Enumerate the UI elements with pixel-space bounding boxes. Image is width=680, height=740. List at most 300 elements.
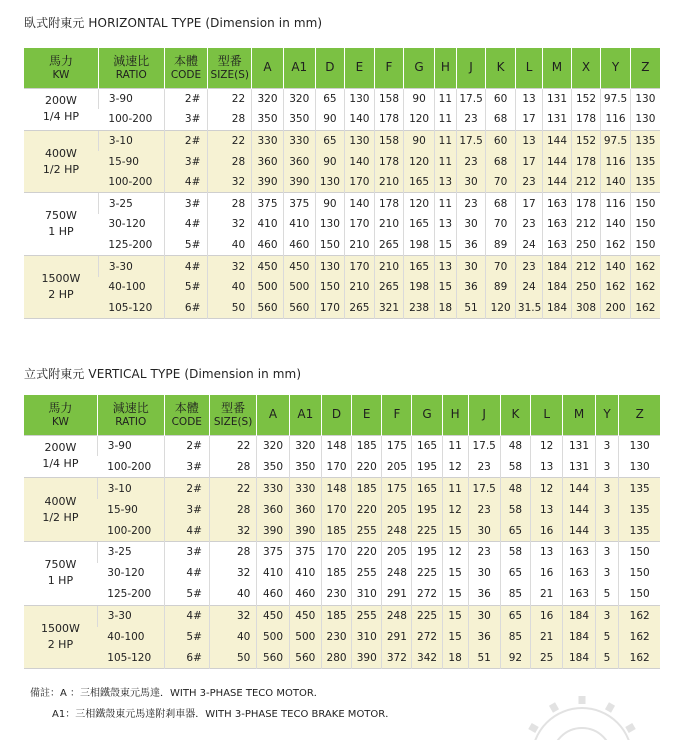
dimension-cell: 175 xyxy=(382,435,412,456)
column-header-label: L xyxy=(525,59,533,74)
dimension-cell: 150 xyxy=(619,541,660,562)
dimension-cell: 36 xyxy=(468,627,500,648)
dimension-cell: 24 xyxy=(515,277,542,298)
dimension-cell: 248 xyxy=(382,605,412,626)
column-header-label: E xyxy=(362,406,371,421)
power-kw: 400W xyxy=(44,494,77,508)
power-cell xyxy=(24,130,98,193)
column-header-label: Z xyxy=(635,406,644,421)
column-header-label: D xyxy=(331,406,342,421)
ratio-cell: 30-120 xyxy=(98,214,164,235)
dimension-cell: 3 xyxy=(595,541,619,562)
dimension-cell: 48 xyxy=(500,435,530,456)
column-header-sublabel: KW xyxy=(52,68,70,81)
size-cell: 28 xyxy=(209,541,256,562)
dimension-cell: 265 xyxy=(374,277,404,298)
dimension-cell: 140 xyxy=(345,193,375,214)
dimension-cell: 184 xyxy=(563,605,595,626)
table-header-row xyxy=(24,48,660,88)
dimension-cell: 272 xyxy=(412,584,442,605)
dimension-cell: 3 xyxy=(595,605,619,626)
dimension-cell: 65 xyxy=(315,88,345,109)
dimension-cell: 460 xyxy=(257,584,289,605)
dimension-cell: 120 xyxy=(404,151,435,172)
column-header-label: Y xyxy=(611,59,620,74)
dimension-cell: 23 xyxy=(468,456,500,477)
table-row xyxy=(24,172,660,193)
dimension-cell: 30 xyxy=(456,214,486,235)
dimension-cell: 330 xyxy=(289,478,321,499)
dimension-cell: 320 xyxy=(289,435,321,456)
dimension-cell: 170 xyxy=(315,297,345,318)
power-cell xyxy=(24,435,97,478)
dimension-cell: 265 xyxy=(345,297,375,318)
column-header xyxy=(252,48,284,88)
dimension-cell: 375 xyxy=(252,193,284,214)
dimension-cell: 560 xyxy=(283,297,315,318)
column-header xyxy=(164,395,209,435)
table-row xyxy=(24,520,660,541)
dimension-cell: 11 xyxy=(442,435,468,456)
dimension-cell: 170 xyxy=(321,456,351,477)
table-header-row xyxy=(24,395,660,435)
column-header-label: X xyxy=(581,59,591,74)
dimension-cell: 70 xyxy=(486,214,516,235)
dimension-cell: 15 xyxy=(434,235,456,256)
dimension-cell: 212 xyxy=(571,172,601,193)
column-header-label: M xyxy=(551,59,563,74)
ratio-cell: 100-200 xyxy=(98,109,164,130)
dimension-cell: 162 xyxy=(619,605,660,626)
column-header-label: 馬力 xyxy=(48,400,73,415)
dimension-cell: 390 xyxy=(289,520,321,541)
dimension-cell: 450 xyxy=(252,256,284,277)
dimension-cell: 17.5 xyxy=(468,478,500,499)
dimension-cell: 135 xyxy=(630,130,660,151)
power-kw: 750W xyxy=(44,558,77,572)
column-header-label: H xyxy=(450,406,460,421)
power-cell xyxy=(24,541,97,605)
code-cell: 3# xyxy=(164,193,208,214)
dimension-cell: 16 xyxy=(531,563,563,584)
dimension-cell: 130 xyxy=(619,456,660,477)
column-header-label: 減速比 xyxy=(112,400,149,415)
dimension-cell: 68 xyxy=(486,151,516,172)
column-header-label: A xyxy=(268,406,278,421)
dimension-cell: 130 xyxy=(315,214,345,235)
dimension-cell: 30 xyxy=(468,605,500,626)
dimension-cell: 170 xyxy=(321,499,351,520)
table-row xyxy=(24,297,660,318)
power-kw: 200W xyxy=(44,441,77,455)
column-header xyxy=(208,48,252,88)
code-cell: 6# xyxy=(164,297,208,318)
size-cell: 40 xyxy=(208,277,252,298)
dimension-cell: 70 xyxy=(486,256,516,277)
table-row xyxy=(24,435,660,456)
table-row xyxy=(24,277,660,298)
column-header-sublabel: SIZE(S) xyxy=(210,68,249,81)
code-cell: 5# xyxy=(164,235,208,256)
note-a1 xyxy=(30,704,395,725)
dimension-cell: 15 xyxy=(442,563,468,584)
dimension-cell: 15 xyxy=(442,520,468,541)
dimension-cell: 291 xyxy=(382,627,412,648)
dimension-cell: 13 xyxy=(515,88,542,109)
column-header-label: K xyxy=(496,59,505,74)
dimension-cell: 92 xyxy=(500,647,530,668)
dimension-cell: 135 xyxy=(619,478,660,499)
dimension-cell: 250 xyxy=(571,277,601,298)
dimension-cell: 24 xyxy=(515,235,542,256)
dimension-cell: 360 xyxy=(252,151,284,172)
dimension-cell: 225 xyxy=(412,563,442,584)
dimension-cell: 144 xyxy=(563,478,595,499)
ratio-cell: 3-90 xyxy=(97,435,164,456)
column-header-label: F xyxy=(393,406,401,421)
dimension-cell: 30 xyxy=(456,256,486,277)
dimension-cell: 150 xyxy=(315,277,345,298)
table-row xyxy=(24,563,660,584)
dimension-cell: 135 xyxy=(619,520,660,541)
code-cell: 5# xyxy=(164,277,208,298)
dimension-cell: 265 xyxy=(374,235,404,256)
size-cell: 28 xyxy=(208,109,252,130)
size-cell: 22 xyxy=(208,130,252,151)
dimension-cell: 248 xyxy=(382,563,412,584)
dimension-cell: 360 xyxy=(257,499,289,520)
ratio-cell: 3-30 xyxy=(98,256,164,277)
dimension-cell: 185 xyxy=(321,520,351,541)
dimension-cell: 23 xyxy=(456,193,486,214)
dimension-cell: 90 xyxy=(315,109,345,130)
size-cell: 32 xyxy=(208,214,252,235)
dimension-cell: 17 xyxy=(515,109,542,130)
dimension-cell: 175 xyxy=(382,478,412,499)
code-cell: 2# xyxy=(164,88,208,109)
dimension-cell: 162 xyxy=(601,277,631,298)
size-cell: 40 xyxy=(208,235,252,256)
dimension-cell: 58 xyxy=(500,541,530,562)
dimension-cell: 163 xyxy=(543,214,571,235)
dimension-cell: 238 xyxy=(404,297,435,318)
code-cell: 6# xyxy=(164,647,209,668)
code-cell: 2# xyxy=(164,478,209,499)
dimension-cell: 70 xyxy=(486,172,516,193)
dimension-cell: 120 xyxy=(404,109,435,130)
horizontal-type-title: 臥式附東元 HORIZONTAL TYPE (Dimension in mm) xyxy=(24,16,323,30)
column-header-label: 型番 xyxy=(217,53,242,68)
dimension-cell: 178 xyxy=(571,193,601,214)
ratio-cell: 105-120 xyxy=(98,297,164,318)
dimension-cell: 184 xyxy=(563,627,595,648)
dimension-cell: 205 xyxy=(382,541,412,562)
dimension-cell: 51 xyxy=(456,297,486,318)
dimension-cell: 272 xyxy=(412,627,442,648)
dimension-cell: 140 xyxy=(601,256,631,277)
code-cell: 2# xyxy=(164,130,208,151)
ratio-cell: 125-200 xyxy=(97,584,164,605)
table-row xyxy=(24,605,660,626)
dimension-cell: 162 xyxy=(630,277,660,298)
dimension-cell: 360 xyxy=(289,499,321,520)
column-header xyxy=(283,48,315,88)
column-header-label: E xyxy=(355,59,364,74)
ratio-cell: 3-25 xyxy=(98,193,164,214)
dimension-cell: 255 xyxy=(352,520,382,541)
dimension-cell: 13 xyxy=(531,456,563,477)
ratio-cell: 40-100 xyxy=(98,277,164,298)
code-cell: 3# xyxy=(164,499,209,520)
dimension-cell: 68 xyxy=(486,193,516,214)
size-cell: 32 xyxy=(209,563,256,584)
dimension-cell: 17.5 xyxy=(468,435,500,456)
column-header-sublabel: RATIO xyxy=(115,68,147,81)
dimension-cell: 410 xyxy=(252,214,284,235)
ratio-cell: 3-30 xyxy=(97,605,164,626)
dimension-cell: 11 xyxy=(434,109,456,130)
ratio-cell: 100-200 xyxy=(97,520,164,541)
dimension-cell: 17.5 xyxy=(456,88,486,109)
dimension-cell: 130 xyxy=(345,88,375,109)
dimension-cell: 185 xyxy=(321,563,351,584)
dimension-cell: 162 xyxy=(601,235,631,256)
dimension-cell: 13 xyxy=(434,214,456,235)
dimension-cell: 184 xyxy=(543,256,571,277)
dimension-cell: 184 xyxy=(543,277,571,298)
column-header-sublabel: RATIO xyxy=(115,415,147,428)
dimension-cell: 68 xyxy=(486,109,516,130)
power-kw: 1500W xyxy=(40,622,80,636)
dimension-cell: 140 xyxy=(345,109,375,130)
dimension-cell: 185 xyxy=(321,605,351,626)
dimension-cell: 3 xyxy=(595,563,619,584)
dimension-cell: 185 xyxy=(352,478,382,499)
dimension-cell: 140 xyxy=(601,172,631,193)
size-cell: 22 xyxy=(208,88,252,109)
power-cell xyxy=(24,605,97,669)
dimension-cell: 116 xyxy=(601,109,631,130)
dimension-cell: 460 xyxy=(252,235,284,256)
dimension-cell: 144 xyxy=(563,499,595,520)
dimension-cell: 18 xyxy=(434,297,456,318)
dimension-cell: 500 xyxy=(289,627,321,648)
dimension-cell: 89 xyxy=(486,277,516,298)
dimension-cell: 23 xyxy=(456,109,486,130)
dimension-cell: 12 xyxy=(442,456,468,477)
code-cell: 4# xyxy=(164,214,208,235)
dimension-cell: 158 xyxy=(374,88,404,109)
dimension-cell: 23 xyxy=(515,172,542,193)
dimension-cell: 390 xyxy=(283,172,315,193)
power-cell xyxy=(24,256,98,319)
dimension-cell: 51 xyxy=(468,647,500,668)
dimension-cell: 148 xyxy=(321,478,351,499)
dimension-cell: 16 xyxy=(531,605,563,626)
size-cell: 22 xyxy=(209,435,256,456)
ratio-cell: 3-10 xyxy=(97,478,164,499)
dimension-cell: 460 xyxy=(289,584,321,605)
column-header-label: G xyxy=(414,59,424,74)
dimension-cell: 17 xyxy=(515,151,542,172)
table-row xyxy=(24,256,660,277)
dimension-cell: 12 xyxy=(442,541,468,562)
dimension-cell: 5 xyxy=(595,647,619,668)
ratio-cell: 40-100 xyxy=(97,627,164,648)
power-cell xyxy=(24,478,97,542)
dimension-cell: 15 xyxy=(434,277,456,298)
column-header-label: 型番 xyxy=(221,400,246,415)
dimension-cell: 350 xyxy=(289,456,321,477)
column-header xyxy=(97,395,164,435)
dimension-cell: 165 xyxy=(412,478,442,499)
dimension-cell: 23 xyxy=(515,214,542,235)
dimension-cell: 3 xyxy=(595,520,619,541)
dimension-cell: 350 xyxy=(257,456,289,477)
dimension-cell: 12 xyxy=(442,499,468,520)
note-a xyxy=(30,683,395,704)
dimension-cell: 178 xyxy=(571,109,601,130)
dimension-cell: 21 xyxy=(531,627,563,648)
dimension-cell: 130 xyxy=(619,435,660,456)
code-cell: 2# xyxy=(164,435,209,456)
dimension-cell: 220 xyxy=(352,541,382,562)
dimension-cell: 165 xyxy=(404,214,435,235)
vertical-type-title: 立式附東元 VERTICAL TYPE (Dimension in mm) xyxy=(24,367,302,381)
code-cell: 3# xyxy=(164,456,209,477)
column-header xyxy=(24,48,98,88)
dimension-cell: 60 xyxy=(486,88,516,109)
dimension-cell: 165 xyxy=(404,256,435,277)
note-a-text: 三相鐵殼東元馬達．WITH 3-PHASE TECO MOTOR． xyxy=(80,688,324,699)
dimension-cell: 120 xyxy=(486,297,516,318)
dimension-cell: 390 xyxy=(257,520,289,541)
dimension-cell: 150 xyxy=(315,235,345,256)
dimension-cell: 163 xyxy=(543,235,571,256)
column-header xyxy=(382,395,412,435)
dimension-cell: 220 xyxy=(352,499,382,520)
column-header xyxy=(434,48,456,88)
dimension-cell: 152 xyxy=(571,130,601,151)
dimension-cell: 330 xyxy=(257,478,289,499)
dimension-cell: 410 xyxy=(289,563,321,584)
dimension-cell: 560 xyxy=(257,647,289,668)
power-cell xyxy=(24,193,98,256)
dimension-cell: 230 xyxy=(321,627,351,648)
dimension-cell: 144 xyxy=(543,130,571,151)
dimension-cell: 198 xyxy=(404,235,435,256)
dimension-cell: 13 xyxy=(434,256,456,277)
dimension-cell: 36 xyxy=(468,584,500,605)
dimension-cell: 152 xyxy=(571,88,601,109)
dimension-cell: 144 xyxy=(543,151,571,172)
power-hp: 1 HP xyxy=(48,225,74,239)
size-cell: 32 xyxy=(209,520,256,541)
dimension-cell: 330 xyxy=(283,130,315,151)
table-row xyxy=(24,499,660,520)
column-header-label: G xyxy=(422,406,432,421)
column-header xyxy=(456,48,486,88)
power-kw: 1500W xyxy=(41,272,81,286)
column-header xyxy=(352,395,382,435)
dimension-cell: 198 xyxy=(404,277,435,298)
dimension-cell: 500 xyxy=(283,277,315,298)
power-cell xyxy=(24,88,98,130)
dimension-cell: 450 xyxy=(257,605,289,626)
column-header-label: J xyxy=(469,59,473,74)
column-header-sublabel: KW xyxy=(51,415,69,428)
dimension-cell: 163 xyxy=(563,541,595,562)
dimension-cell: 184 xyxy=(563,647,595,668)
column-header-label: A xyxy=(263,59,272,74)
column-header xyxy=(543,48,571,88)
dimension-cell: 450 xyxy=(283,256,315,277)
dimension-cell: 15 xyxy=(442,627,468,648)
column-header-label: Z xyxy=(641,59,650,74)
dimension-cell: 11 xyxy=(434,193,456,214)
dimension-cell: 320 xyxy=(257,435,289,456)
note-a1-prefix: A1： xyxy=(52,709,76,720)
power-kw: 750W xyxy=(45,209,77,223)
size-cell: 32 xyxy=(208,172,252,193)
dimension-cell: 65 xyxy=(500,605,530,626)
dimension-cell: 144 xyxy=(563,520,595,541)
table-row xyxy=(24,478,660,499)
column-header-label: H xyxy=(440,59,450,74)
dimension-cell: 11 xyxy=(434,151,456,172)
size-cell: 32 xyxy=(209,605,256,626)
dimension-cell: 248 xyxy=(382,520,412,541)
dimension-cell: 21 xyxy=(531,584,563,605)
dimension-cell: 500 xyxy=(252,277,284,298)
table-row xyxy=(24,647,660,668)
dimension-cell: 410 xyxy=(283,214,315,235)
dimension-cell: 131 xyxy=(563,456,595,477)
dimension-cell: 36 xyxy=(456,235,486,256)
dimension-cell: 12 xyxy=(531,435,563,456)
dimension-cell: 195 xyxy=(412,541,442,562)
dimension-cell: 162 xyxy=(619,647,660,668)
dimension-cell: 320 xyxy=(283,88,315,109)
table-row xyxy=(24,456,660,477)
dimension-cell: 3 xyxy=(595,478,619,499)
table-row xyxy=(24,109,660,130)
dimension-cell: 150 xyxy=(630,214,660,235)
column-header-label: F xyxy=(385,59,393,74)
dimension-cell: 130 xyxy=(345,130,375,151)
column-header-label: K xyxy=(511,406,520,421)
dimension-cell: 65 xyxy=(315,130,345,151)
dimension-cell: 375 xyxy=(257,541,289,562)
column-header-label: 本體 xyxy=(174,400,199,415)
dimension-cell: 185 xyxy=(352,435,382,456)
dimension-cell: 15 xyxy=(442,584,468,605)
dimension-cell: 212 xyxy=(571,214,601,235)
dimension-cell: 330 xyxy=(252,130,284,151)
power-kw: 200W xyxy=(45,94,77,108)
column-header xyxy=(619,395,660,435)
dimension-cell: 230 xyxy=(321,584,351,605)
ratio-cell: 15-90 xyxy=(98,151,164,172)
dimension-cell: 130 xyxy=(315,256,345,277)
ratio-cell: 3-10 xyxy=(98,130,164,151)
column-header xyxy=(374,48,404,88)
dimension-cell: 321 xyxy=(374,297,404,318)
column-header xyxy=(595,395,619,435)
dimension-cell: 165 xyxy=(412,435,442,456)
dimension-cell: 170 xyxy=(345,172,375,193)
dimension-cell: 3 xyxy=(595,499,619,520)
